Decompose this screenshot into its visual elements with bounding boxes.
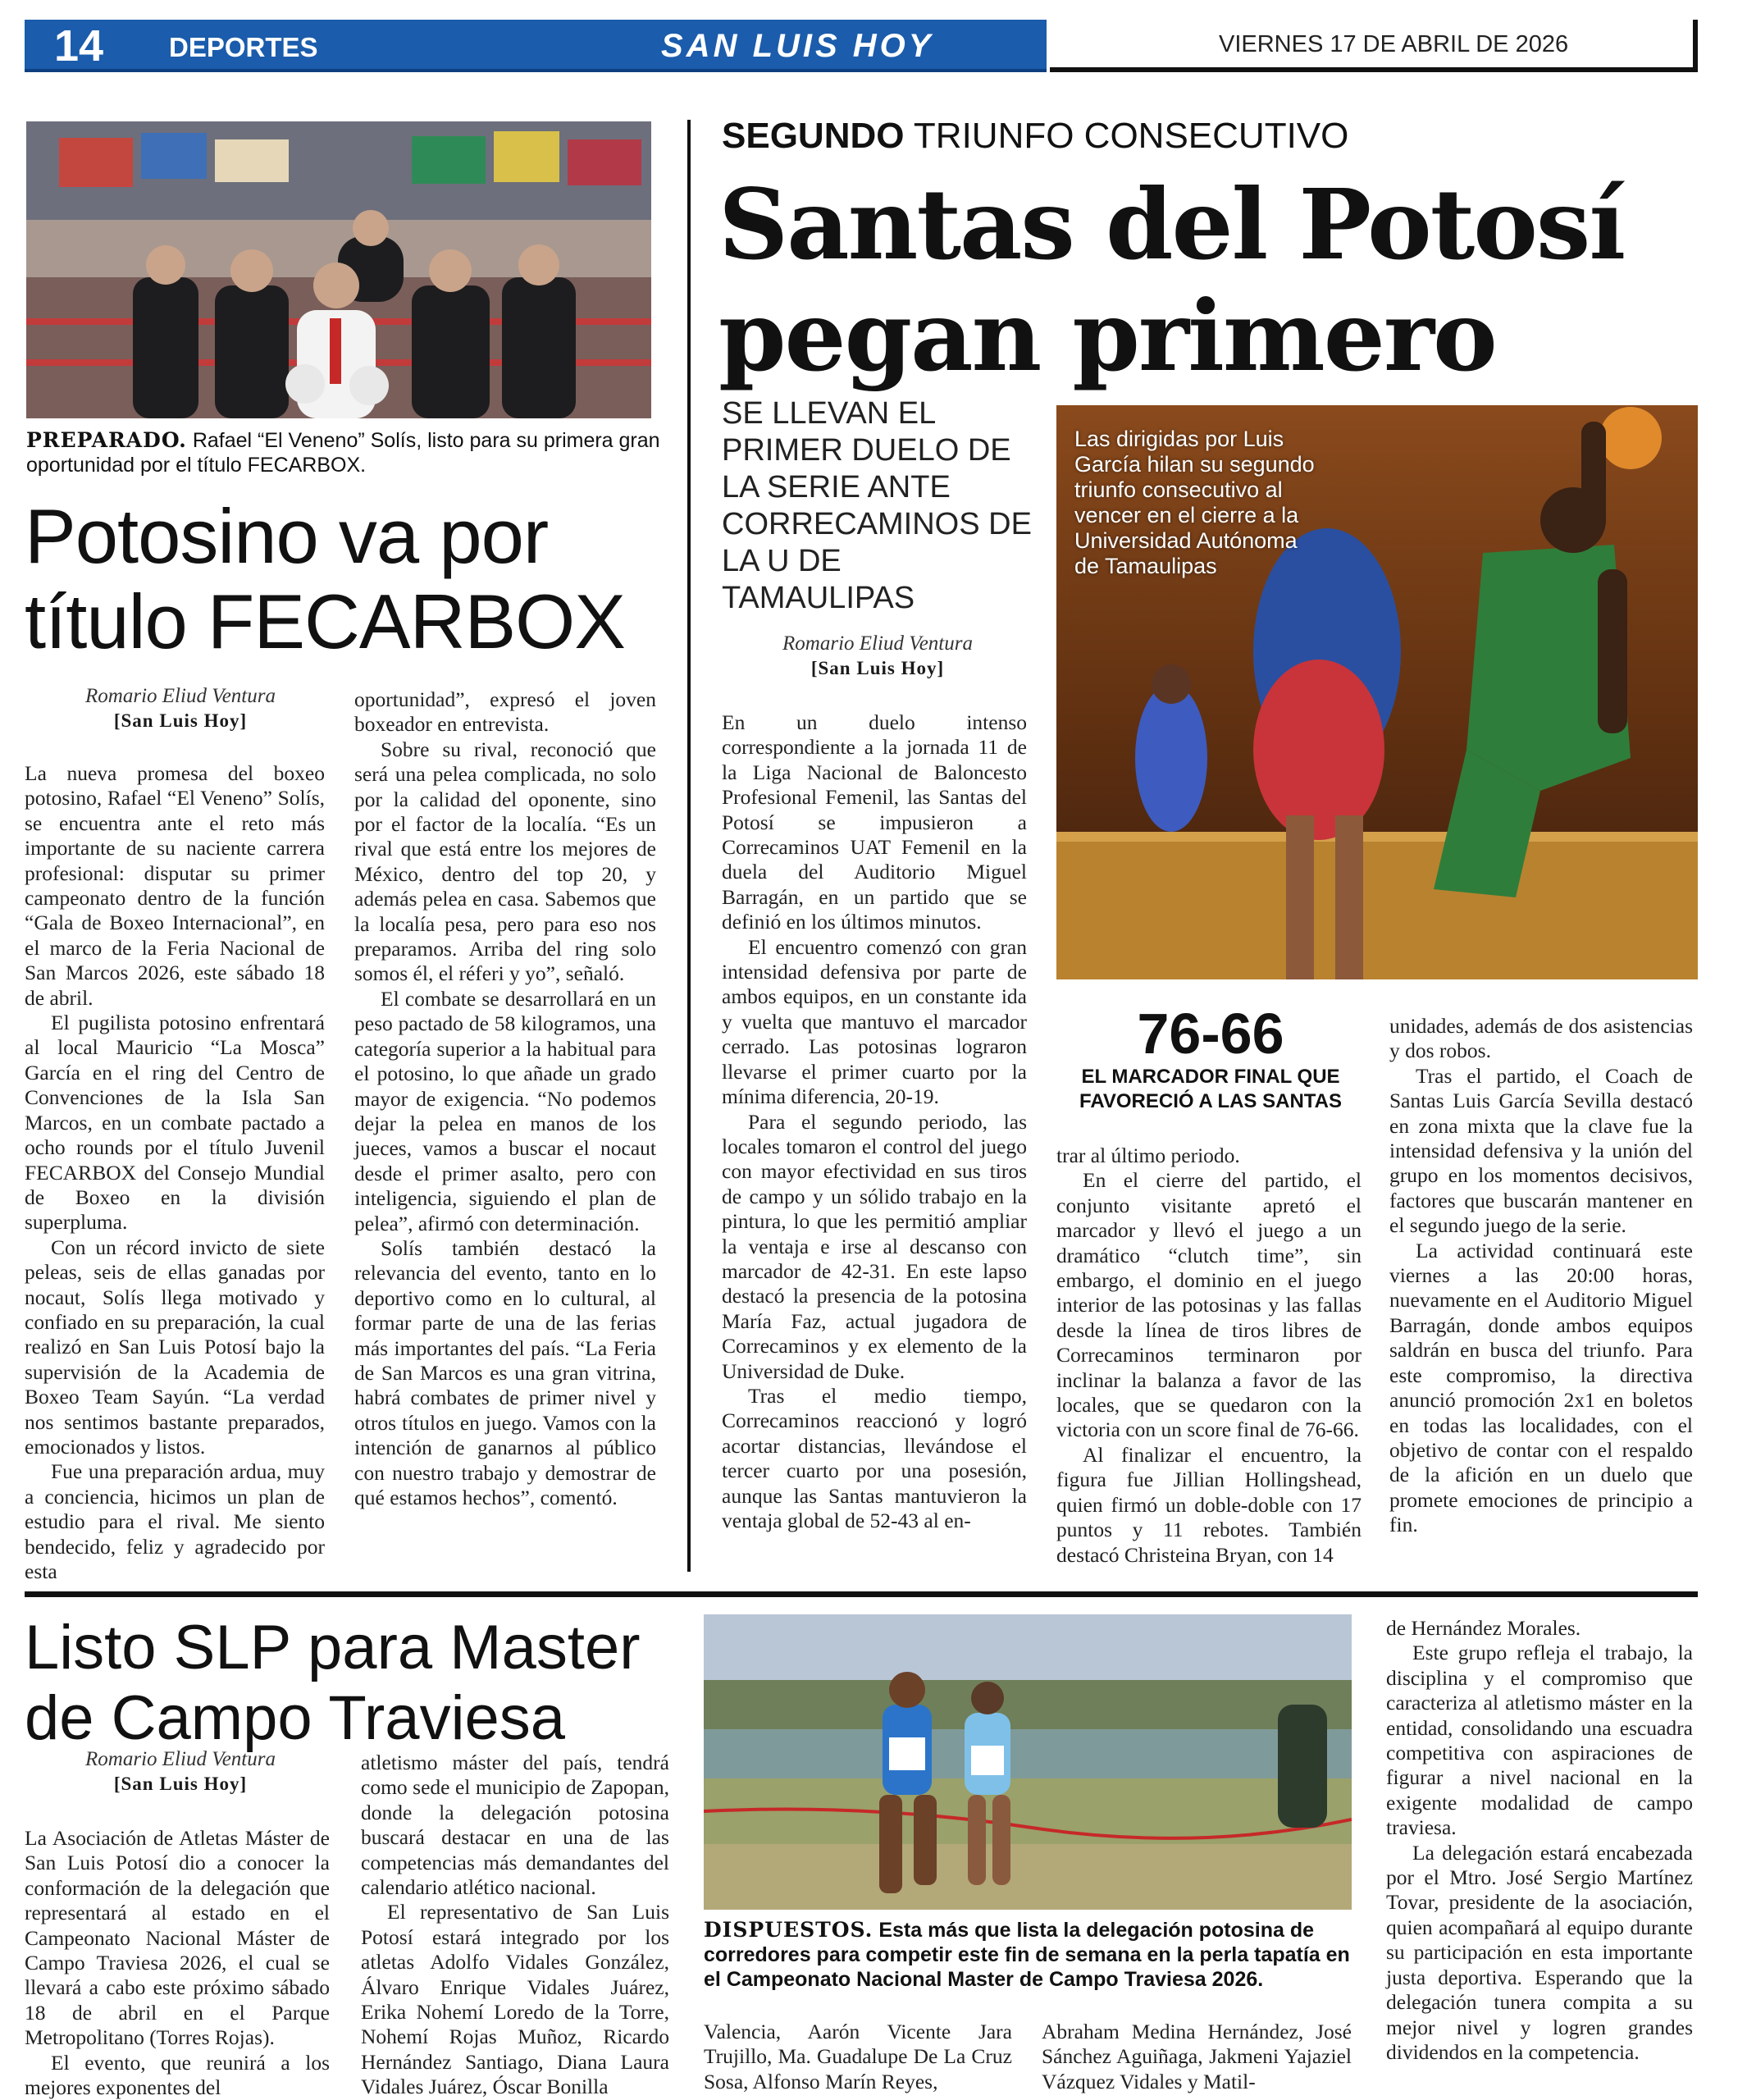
kicker-bold: SEGUNDO — [722, 116, 905, 156]
basketball-column-1 — [722, 710, 1027, 1533]
paragraph: Con un récord invicto de siete peleas, seis de ellas ganadas por nocaut, Solís llega motivado y confiado en su preparación, la cual realizó en San Luis Potosí bajo la supervisión de la Academia de Boxeo Team Sayún. “La verdad nos sentimos bastante preparados, emocionados y listos. — [25, 1235, 325, 1459]
byline-author: Romario Eliud Ventura — [85, 1748, 276, 1770]
cross-country-headline: Listo SLP para Master de Campo Traviesa — [25, 1613, 641, 1753]
boxing-photo-caption — [26, 428, 666, 477]
caption-text: Esta más que lista la delegación potosina de corredores para competir este fin de semana en la perla tapatía en el Campeonato Nacional Master de Campo Traviesa 2026. — [704, 1919, 1350, 1991]
paragraph: El evento, que reunirá a los mejores exponentes del — [25, 2050, 330, 2100]
paragraph: El combate se desarrollará en un peso pactado de 58 kilogramos, una categoría superior a la habitual para el potosino, lo que añade un grado mayor de exigencia. “No podemos dejar la pelea en manos de los jueces, vamos a buscar el nocaut desde el primer asalto, pero con inteligencia, siguiendo el plan de pelea”, afirmó con determinación. — [354, 986, 656, 1235]
caption-text: Rafael “El Veneno” Solís, listo para su primera gran oportunidad por el título FECARBOX. — [26, 429, 660, 477]
boxing-column-1 — [25, 761, 325, 1584]
paragraph: El pugilista potosino enfrentará al local Mauricio “La Mosca” García en el ring del Centro de Convenciones de la Isla San Marcos, en un combate pactado a ocho rounds por el título Juvenil FECARBOX del Consejo Mundial de Boxeo en la división superpluma. — [25, 1011, 325, 1235]
caption-label: PREPARADO. — [26, 428, 187, 452]
paragraph: trar al último periodo. — [1056, 1144, 1240, 1167]
final-score: 76-66 — [1137, 1002, 1284, 1066]
byline-outlet: [San Luis Hoy] — [113, 1774, 248, 1794]
basketball-deck: SE LLEVAN EL PRIMER DUELO DE LA SERIE ANTE CORRECAMINOS DE LA U DE TAMAULIPAS — [722, 396, 1032, 615]
paragraph: Para el segundo periodo, las locales tomaron el control del juego con mayor efectividad en sus tiros de campo y un sólido trabajo en la pintura, lo que les permitió ampliar la ventaja e irse al descanso con marcador de 42-31. En este lapso destacó la presencia de la potosina María Faz, actual jugadora de Correcaminos y ex elemento de la Universidad de Duke. — [722, 1109, 1027, 1383]
caption-label: DISPUESTOS. — [704, 1918, 874, 1942]
newspaper-name: SAN LUIS HOY — [661, 28, 934, 64]
byline-author: Romario Eliud Ventura — [85, 685, 276, 707]
cross-country-byline — [25, 1747, 336, 1796]
runners-photo — [704, 1614, 1352, 1910]
paragraph: oportunidad”, expresó el joven boxeador en entrevista. — [354, 687, 656, 737]
section-separator — [25, 1591, 1698, 1597]
score-box — [1055, 1002, 1366, 1142]
paragraph: de Hernández Morales. — [1386, 1616, 1581, 1640]
paragraph: La nueva promesa del boxeo potosino, Rafael “El Veneno” Solís, se encuentra ante el reto más importante de su naciente carrera profesional: disputar su primer campeonato dentro de la función “Gala de Boxeo Internacional”, en el marco de la Feria Nacional de San Marcos 2026, este sábado 18 de abril. — [25, 761, 325, 1010]
paragraph: Solís también destacó la relevancia del evento, tanto en lo deportivo como en lo cultural, al formar parte de una de las ferias más importantes del país. “La Feria de San Marcos es una gran vitrina, habrá combates de primer nivel y otros títulos en juego. Vamos con la intención de ganarnos al público con nuestro trabajo y demostrar de qué estamos hechos”, comentó. — [354, 1235, 656, 1509]
runners-photo-caption — [704, 1918, 1360, 1992]
page-header — [25, 20, 1698, 72]
paragraph: Abraham Medina Hernández, José Sánchez Aguiñaga, Jakmeni Yajaziel Vázquez Vidales y Matil- — [1042, 2020, 1352, 2093]
basketball-column-3 — [1389, 1014, 1693, 1538]
paragraph: El encuentro comenzó con gran intensidad defensiva por parte de ambos equipos, en un constante ida y vuelta que mantuvo el marcador cerrado. Las potosinas lograron llevarse el primer cuarto por la mínima diferencia, 20-19. — [722, 934, 1027, 1109]
boxing-column-2 — [354, 687, 656, 1510]
header-rule — [1050, 67, 1698, 72]
column-divider — [687, 120, 691, 1572]
paragraph: En el cierre del partido, el conjunto visitante apretó el marcador y llevó el juego a un dramático “clutch time”, sin embargo, el dominio en el juego interior de las potosinas y las fallas desde la línea de tiros libres de Correcaminos terminaron por inclinar la balanza a favor de las locales, que se quedaron con la victoria con un score final de 76-66. — [1056, 1168, 1362, 1442]
cross-country-column-2 — [361, 1751, 669, 2100]
kicker-rest: TRIUNFO CONSECUTIVO — [904, 116, 1349, 156]
paragraph: La actividad continuará este viernes a las 20:00 horas, nuevamente en el Auditorio Miguel Barragán, donde ambos equipos saldrán en busca del triunfo. Para este compromiso, la directiva anunció promoción 2x1 en boletos en todas las localidades, con el objetivo de contar con el respaldo de la afición en un duelo que promete emociones de principio a fin. — [1389, 1238, 1693, 1537]
runners-photo-illustration — [704, 1614, 1352, 1910]
basketball-kicker — [722, 115, 1348, 158]
byline-outlet: [San Luis Hoy] — [810, 658, 945, 678]
paragraph: unidades, además de dos asistencias y dos robos. — [1389, 1014, 1693, 1063]
basketball-byline — [722, 632, 1033, 681]
cross-country-column-3 — [704, 2020, 1012, 2094]
paragraph: La delegación estará encabezada por el Mtro. José Sergio Martínez Tovar, presidente de la asociación, quien acompañará al equipo durante su participación en esta importante justa deportiva. Esperando que la delegación tunera compita a su mejor nivel y logren grandes dividendos en la competencia. — [1386, 1840, 1693, 2064]
boxing-headline: Potosino va por título FECARBOX — [25, 493, 625, 664]
page-number: 14 — [54, 21, 104, 71]
header-rule-end — [1693, 20, 1698, 72]
score-caption: EL MARCADOR FINAL QUE FAVORECIÓ A LAS SANTAS — [1079, 1066, 1342, 1112]
paragraph: Valencia, Aarón Vicente Jara Trujillo, Ma. Guadalupe De La Cruz Sosa, Alfonso Marín Reyes, — [704, 2020, 1012, 2093]
basketball-headline: Santas del Potosí pegan primero — [718, 167, 1625, 393]
cross-country-column-5 — [1386, 1616, 1693, 2065]
boxing-photo — [26, 121, 651, 418]
cross-country-column-4 — [1042, 2020, 1352, 2094]
paragraph: Tras el partido, el Coach de Santas Luis García Sevilla destacó en zona mixta que la clave fue la intensidad defensiva y la unión del grupo en los momentos decisivos, factores que buscarán mantener en el segundo juego de la serie. — [1389, 1063, 1693, 1238]
basketball-column-2 — [1056, 1144, 1362, 1568]
issue-date: VIERNES 17 DE ABRIL DE 2026 — [1219, 31, 1569, 57]
boxing-photo-illustration — [26, 121, 651, 418]
paragraph: Al finalizar el encuentro, la figura fue Jillian Hollingshead, quien firmó un doble-doble con 17 puntos y 11 rebotes. También destacó Christeina Bryan, con 14 — [1056, 1442, 1362, 1567]
boxing-byline — [25, 684, 336, 733]
paragraph: Fue una preparación ardua, muy a conciencia, hicimos un plan de estudio para el rival. Me siento bendecido, feliz y agradecido por esta — [25, 1459, 325, 1583]
byline-author: Romario Eliud Ventura — [782, 632, 973, 655]
cross-country-column-1 — [25, 1826, 330, 2100]
byline-outlet: [San Luis Hoy] — [113, 710, 248, 731]
paragraph: Este grupo refleja el trabajo, la disciplina y el compromiso que caracteriza al atletismo máster en la entidad, consolidando una escuadra competitiva con aspiraciones de figurar a nivel nacional en la exigente modalidad de campo traviesa. — [1386, 1641, 1693, 1840]
paragraph: Tras el medio tiempo, Correcaminos reaccionó y logró acortar distancias, llevándose el tercer cuarto por una posesión, aunque las Santas mantuvieron la ventaja global de 52-43 al en- — [722, 1383, 1027, 1532]
paragraph: atletismo máster del país, tendrá como sede el municipio de Zapopan, donde la delegación potosina buscará destacar en una de las competencias más demandantes del calendario atlético nacional. — [361, 1751, 669, 1900]
basketball-photo-caption: Las dirigidas por Luis García hilan su segundo triunfo consecutivo al vencer en el cierre a la Universidad Autónoma de Tamaulipas — [1074, 427, 1315, 578]
section-name: DEPORTES — [169, 32, 318, 62]
paragraph: El representativo de San Luis Potosí estará integrado por los atletas Adolfo Vidales González, Álvaro Enrique Vidales Juárez, Erika Nohemí Loredo de la Torre, Nohemí Rojas Muñoz, Ricardo Hernández Santiago, Diana Laura Vidales Juárez, Óscar Bonilla — [361, 1900, 669, 2099]
paragraph: En un duelo intenso correspondiente a la jornada 11 de la Liga Nacional de Baloncesto Profesional Femenil, las Santas del Potosí se impusieron a Correcaminos UAT Femenil en la duela del Auditorio Miguel Barragán, en un partido que se definió en los últimos minutos. — [722, 710, 1027, 934]
paragraph: La Asociación de Atletas Máster de San Luis Potosí dio a conocer la conformación de la delegación que representará al estado en el Campeonato Nacional Máster de Campo Traviesa 2026, el cual se llevará a cabo este próximo sábado 18 de abril en el Parque Metropolitano (Torres Rojas). — [25, 1826, 330, 2050]
paragraph: Sobre su rival, reconoció que será una pelea complicada, no solo por la calidad del oponente, sino por el factor de la localía. “Es un rival que está entre los mejores de México, dentro del top 20, y además pelea en casa. Sabemos que la localía pesa, pero para eso nos preparamos. Arriba del ring solo somos él, el réferi y yo”, señaló. — [354, 737, 656, 986]
